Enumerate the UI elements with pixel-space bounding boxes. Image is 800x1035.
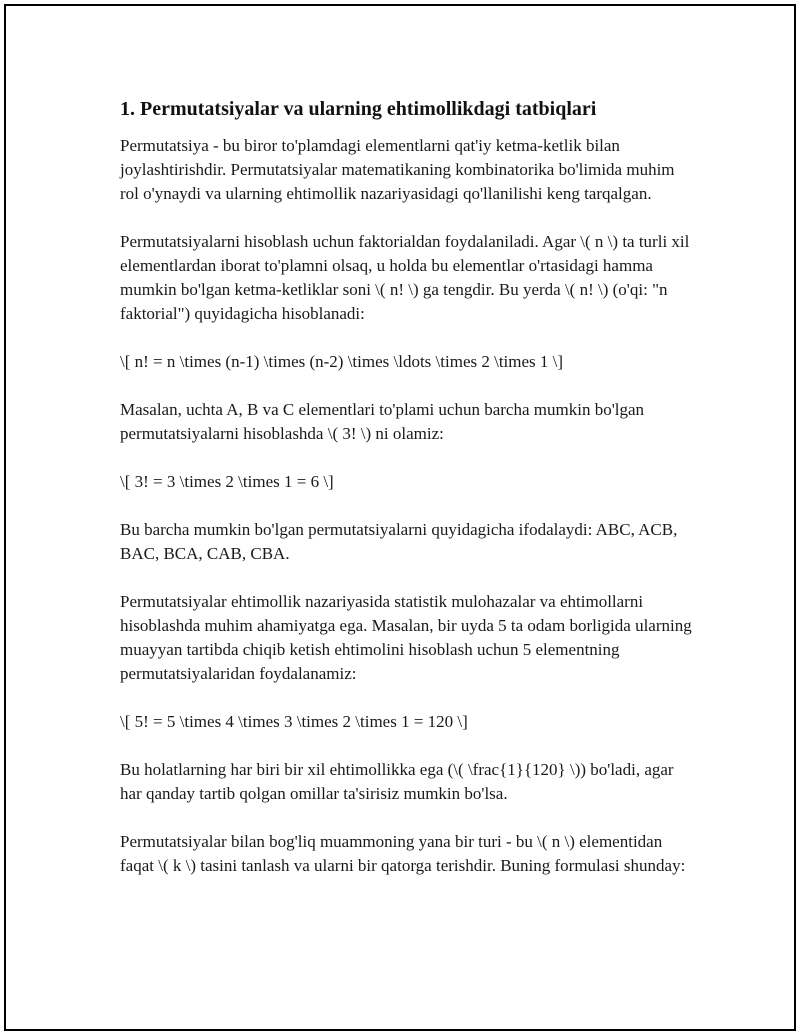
paragraph-example-abc: Masalan, uchta A, B va C elementlari to'plami uchun barcha mumkin bo'lgan permutatsiyalarni hisoblashda \( 3! \) ni olamiz:	[120, 400, 645, 443]
formula-five-factorial: \[ 5! = 5 \times 4 \times 3 \times 2 \times 1 = 120 \]	[120, 712, 468, 731]
formula-factorial: \[ n! = n \times (n-1) \times (n-2) \times \ldots \times 2 \times 1 \]	[120, 352, 564, 371]
formula-three-factorial: \[ 3! = 3 \times 2 \times 1 = 6 \]	[120, 472, 334, 491]
paragraph-probability: Permutatsiyalar ehtimollik nazariyasida statistik mulohazalar va ehtimollarni hisoblashda muhim ahamiyatga ega. Masalan, bir uyda 5 ta odam borligida ularning muayyan tartibda chiqib ketish ehtimolini hisoblash uchun 5 elementning permutatsiyalaridan foydalanamiz:	[120, 592, 692, 683]
document-body	[120, 96, 692, 902]
paragraph-factorial-intro: Permutatsiyalarni hisoblash uchun faktorialdan foydalaniladi. Agar \( n \) ta turli xil elementlardan iborat to'plamni olsaq, u holda bu elementlar o'rtasidagi hamma mumkin bo'lgan ketma-ketliklar soni \( n! \) ga tengdir. Bu yerda \( n! \) (o'qi: "n faktorial") quyidagicha hisoblanadi:	[120, 232, 690, 323]
paragraph-equal-probability: Bu holatlarning har biri bir xil ehtimollikka ega (\( \frac{1}{120} \)) bo'ladi, agar har qanday tartib qolgan omillar ta'sirisiz mumkin bo'lsa.	[120, 760, 674, 803]
paragraph-k-selection: Permutatsiyalar bilan bog'liq muammoning yana bir turi - bu \( n \) elementidan faqat \( k \) tasini tanlash va ularni bir qatorga terishdir. Buning formulasi shunday:	[120, 832, 686, 875]
section-heading: 1. Permutatsiyalar va ularning ehtimollikdagi tatbiqlari	[120, 98, 597, 120]
paragraph-definition: Permutatsiya - bu biror to'plamdagi elementlarni qat'iy ketma-ketlik bilan joylashtirishdir. Permutatsiyalar matematikaning kombinatorika bo'limida muhim rol o'ynaydi va ularning ehtimollik nazariyasidagi qo'llanilishi keng tarqalgan.	[120, 136, 675, 203]
paragraph-permutation-list: Bu barcha mumkin bo'lgan permutatsiyalarni quyidagicha ifodalaydi: ABC, ACB, BAC, BCA, CAB, CBA.	[120, 520, 678, 563]
document-page	[4, 4, 796, 1031]
